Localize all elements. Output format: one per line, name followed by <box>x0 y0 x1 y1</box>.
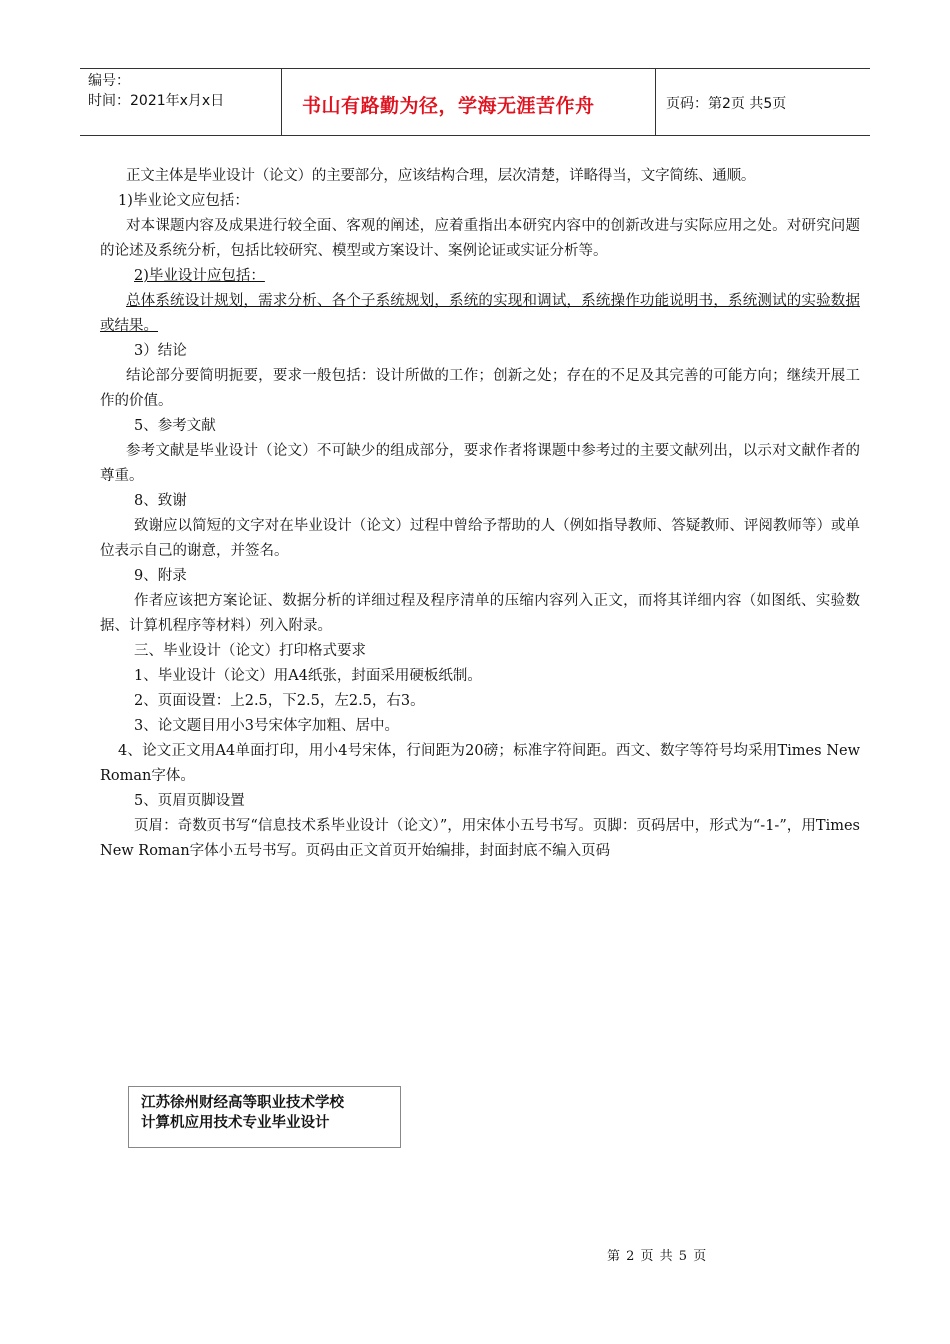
paragraph-thesis-contents: 对本课题内容及成果进行较全面、客观的阐述，应着重指出本研究内容中的创新改进与实际应用之处。对研究问题的论述及系统分析，包括比较研究、模型或方案设计、案例论证或实证分析等。 <box>100 218 860 259</box>
heading-design-contents-text: 2)毕业设计应包括： <box>134 268 265 284</box>
paragraph-design-contents: 总体系统设计规划，需求分析、各个子系统规划，系统的实现和调试，系统操作功能说明书，系统测试的实验数据或结果。 <box>100 293 860 334</box>
document-number-label: 编号： <box>88 73 130 89</box>
school-name: 江苏徐州财经高等职业技术学校 <box>141 1095 344 1111</box>
heading-conclusion: 3）结论 <box>134 343 187 359</box>
heading-header-footer: 5、页眉页脚设置 <box>134 793 245 809</box>
heading-acknowledgement: 8、致谢 <box>134 493 187 509</box>
paragraph-references: 参考文献是毕业设计（论文）不可缺少的组成部分，要求作者将课题中参考过的主要文献列出，以示对文献作者的尊重。 <box>100 443 860 484</box>
header-meta <box>80 69 282 135</box>
school-info-box <box>128 1086 401 1148</box>
list-item-page-setup: 2、页面设置：上2.5，下2.5，左2.5，右3。 <box>134 693 425 709</box>
page-header <box>80 68 870 136</box>
heading-references: 5、参考文献 <box>134 418 216 434</box>
paragraph-appendix: 作者应该把方案论证、数据分析的详细过程及程序清单的压缩内容列入正文，而将其详细内容（如图纸、实验数据、计算机程序等材料）列入附录。 <box>100 593 860 634</box>
header-motto: 书山有路勤为径，学海无涯苦作舟 <box>282 69 656 135</box>
heading-appendix: 9、附录 <box>134 568 187 584</box>
heading-design-contents <box>100 264 860 289</box>
page-footer: 第 2 页 共 5 页 <box>607 1249 708 1264</box>
major-name: 计算机应用技术专业毕业设计 <box>141 1115 330 1131</box>
heading-print-format: 三、毕业设计（论文）打印格式要求 <box>134 643 366 659</box>
paragraph-acknowledgement: 致谢应以简短的文字对在毕业设计（论文）过程中曾给予帮助的人（例如指导教师、答疑教师、评阅教师等）或单位表示自己的谢意，并签名。 <box>100 518 860 559</box>
document-time-label: 时间：2021年x月x日 <box>88 93 225 109</box>
paragraph-conclusion: 结论部分要简明扼要，要求一般包括：设计所做的工作；创新之处；存在的不足及其完善的可能方向；继续开展工作的价值。 <box>100 368 860 409</box>
list-item-title-format: 3、论文题目用小3号宋体字加粗、居中。 <box>134 718 399 734</box>
paragraph-intro: 正文主体是毕业设计（论文）的主要部分，应该结构合理，层次清楚，详略得当，文字简练、通顺。 <box>126 168 756 184</box>
paragraph-header-footer: 页眉：奇数页书写“信息技术系毕业设计（论文）”，用宋体小五号书写。页脚：页码居中，形式为“-1-”，用Times New Roman字体小五号书写。页码由正文首页开始编排，封面封底不编入页码 <box>100 818 860 859</box>
list-item-body-format: 4、论文正文用A4单面打印，用小4号宋体，行间距为20磅；标准字符间距。西文、数字等符号均采用Times New Roman字体。 <box>100 743 860 784</box>
list-item-paper: 1、毕业设计（论文）用A4纸张，封面采用硬板纸制。 <box>134 668 482 684</box>
document-body <box>100 164 860 864</box>
header-page-label: 页码：第2页 共5页 <box>666 96 787 112</box>
heading-thesis-contents: 1)毕业论文应包括： <box>118 193 249 209</box>
